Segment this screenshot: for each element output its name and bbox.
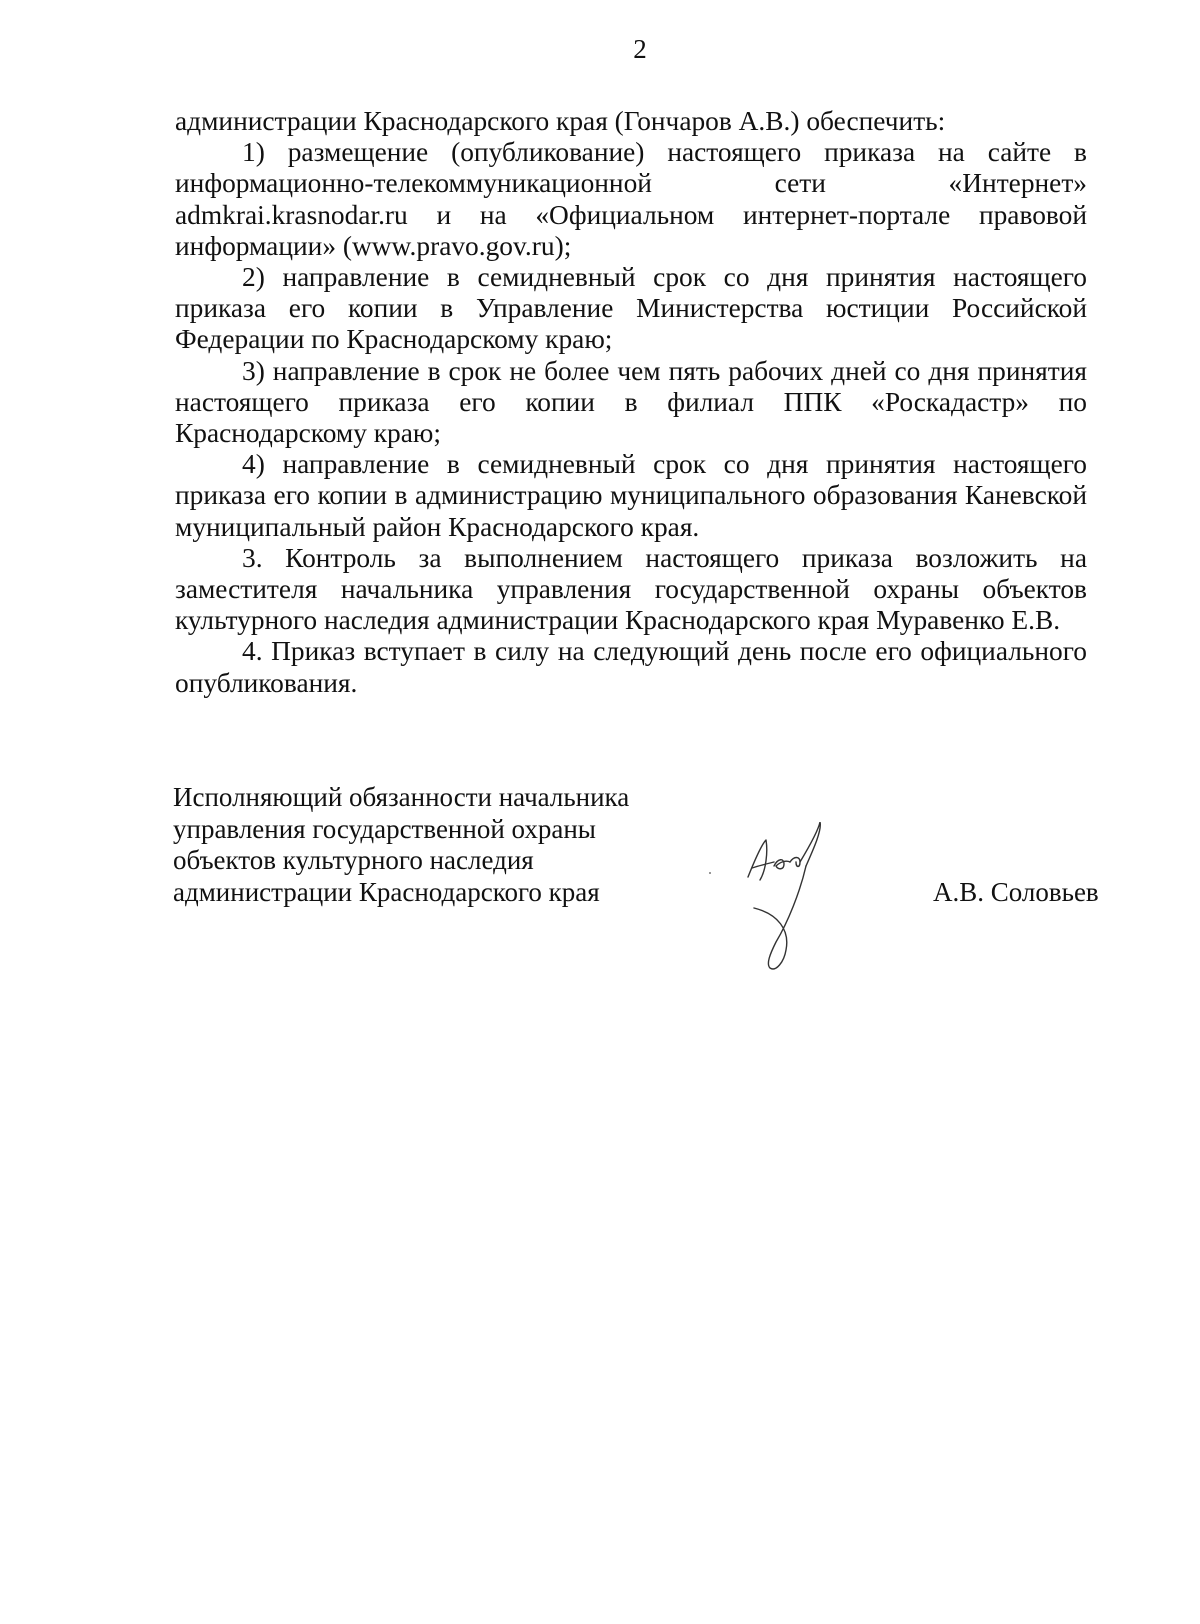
paragraph-item-1: 1) размещение (опубликование) настоящего приказа на сайте в информационно-телекоммуникационной сети «Интернет» admkrai.krasnodar.ru и на «Официальном интернет-портале правовой информации» (www.pravo.gov.ru);: [175, 137, 1087, 261]
signatory-title-line: управления государственной охраны: [173, 813, 596, 844]
signatory-title: [173, 782, 693, 908]
scan-speck: [709, 872, 711, 874]
signer-name: А.В. Соловьев: [933, 877, 1099, 907]
paragraph-item-3: 3) направление в срок не более чем пять рабочих дней со дня принятия настоящего приказа его копии в филиал ППК «Роскадастр» по Краснодарскому краю;: [175, 355, 1087, 449]
paragraph-item-4: 4) направление в семидневный срок со дня принятия настоящего приказа его копии в администрацию муниципального образования Каневской муниципальный район Краснодарского края.: [175, 449, 1087, 542]
page-number: 2: [633, 34, 647, 64]
signatory-title-line: Исполняющий обязанности начальника: [173, 782, 630, 812]
signatory-title-line: объектов культурного наследия: [173, 845, 534, 875]
handwritten-signature: [740, 822, 860, 972]
paragraph-effective-date: 4. Приказ вступает в силу на следующий день после его официального опубликования.: [175, 636, 1087, 698]
paragraph-control: 3. Контроль за выполнением настоящего приказа возложить на заместителя начальника управления государственной охраны объектов культурного наследия администрации Краснодарского края Муравенко Е.В.: [175, 542, 1087, 636]
paragraph-continuation: администрации Краснодарского края (Гончаров А.В.) обеспечить:: [175, 106, 946, 136]
signatory-title-line: администрации Краснодарского края: [173, 876, 600, 907]
document-body: [175, 106, 1087, 699]
paragraph-item-2: 2) направление в семидневный срок со дня принятия настоящего приказа его копии в Управление Министерства юстиции Российской Федерации по Краснодарскому краю;: [175, 262, 1087, 355]
